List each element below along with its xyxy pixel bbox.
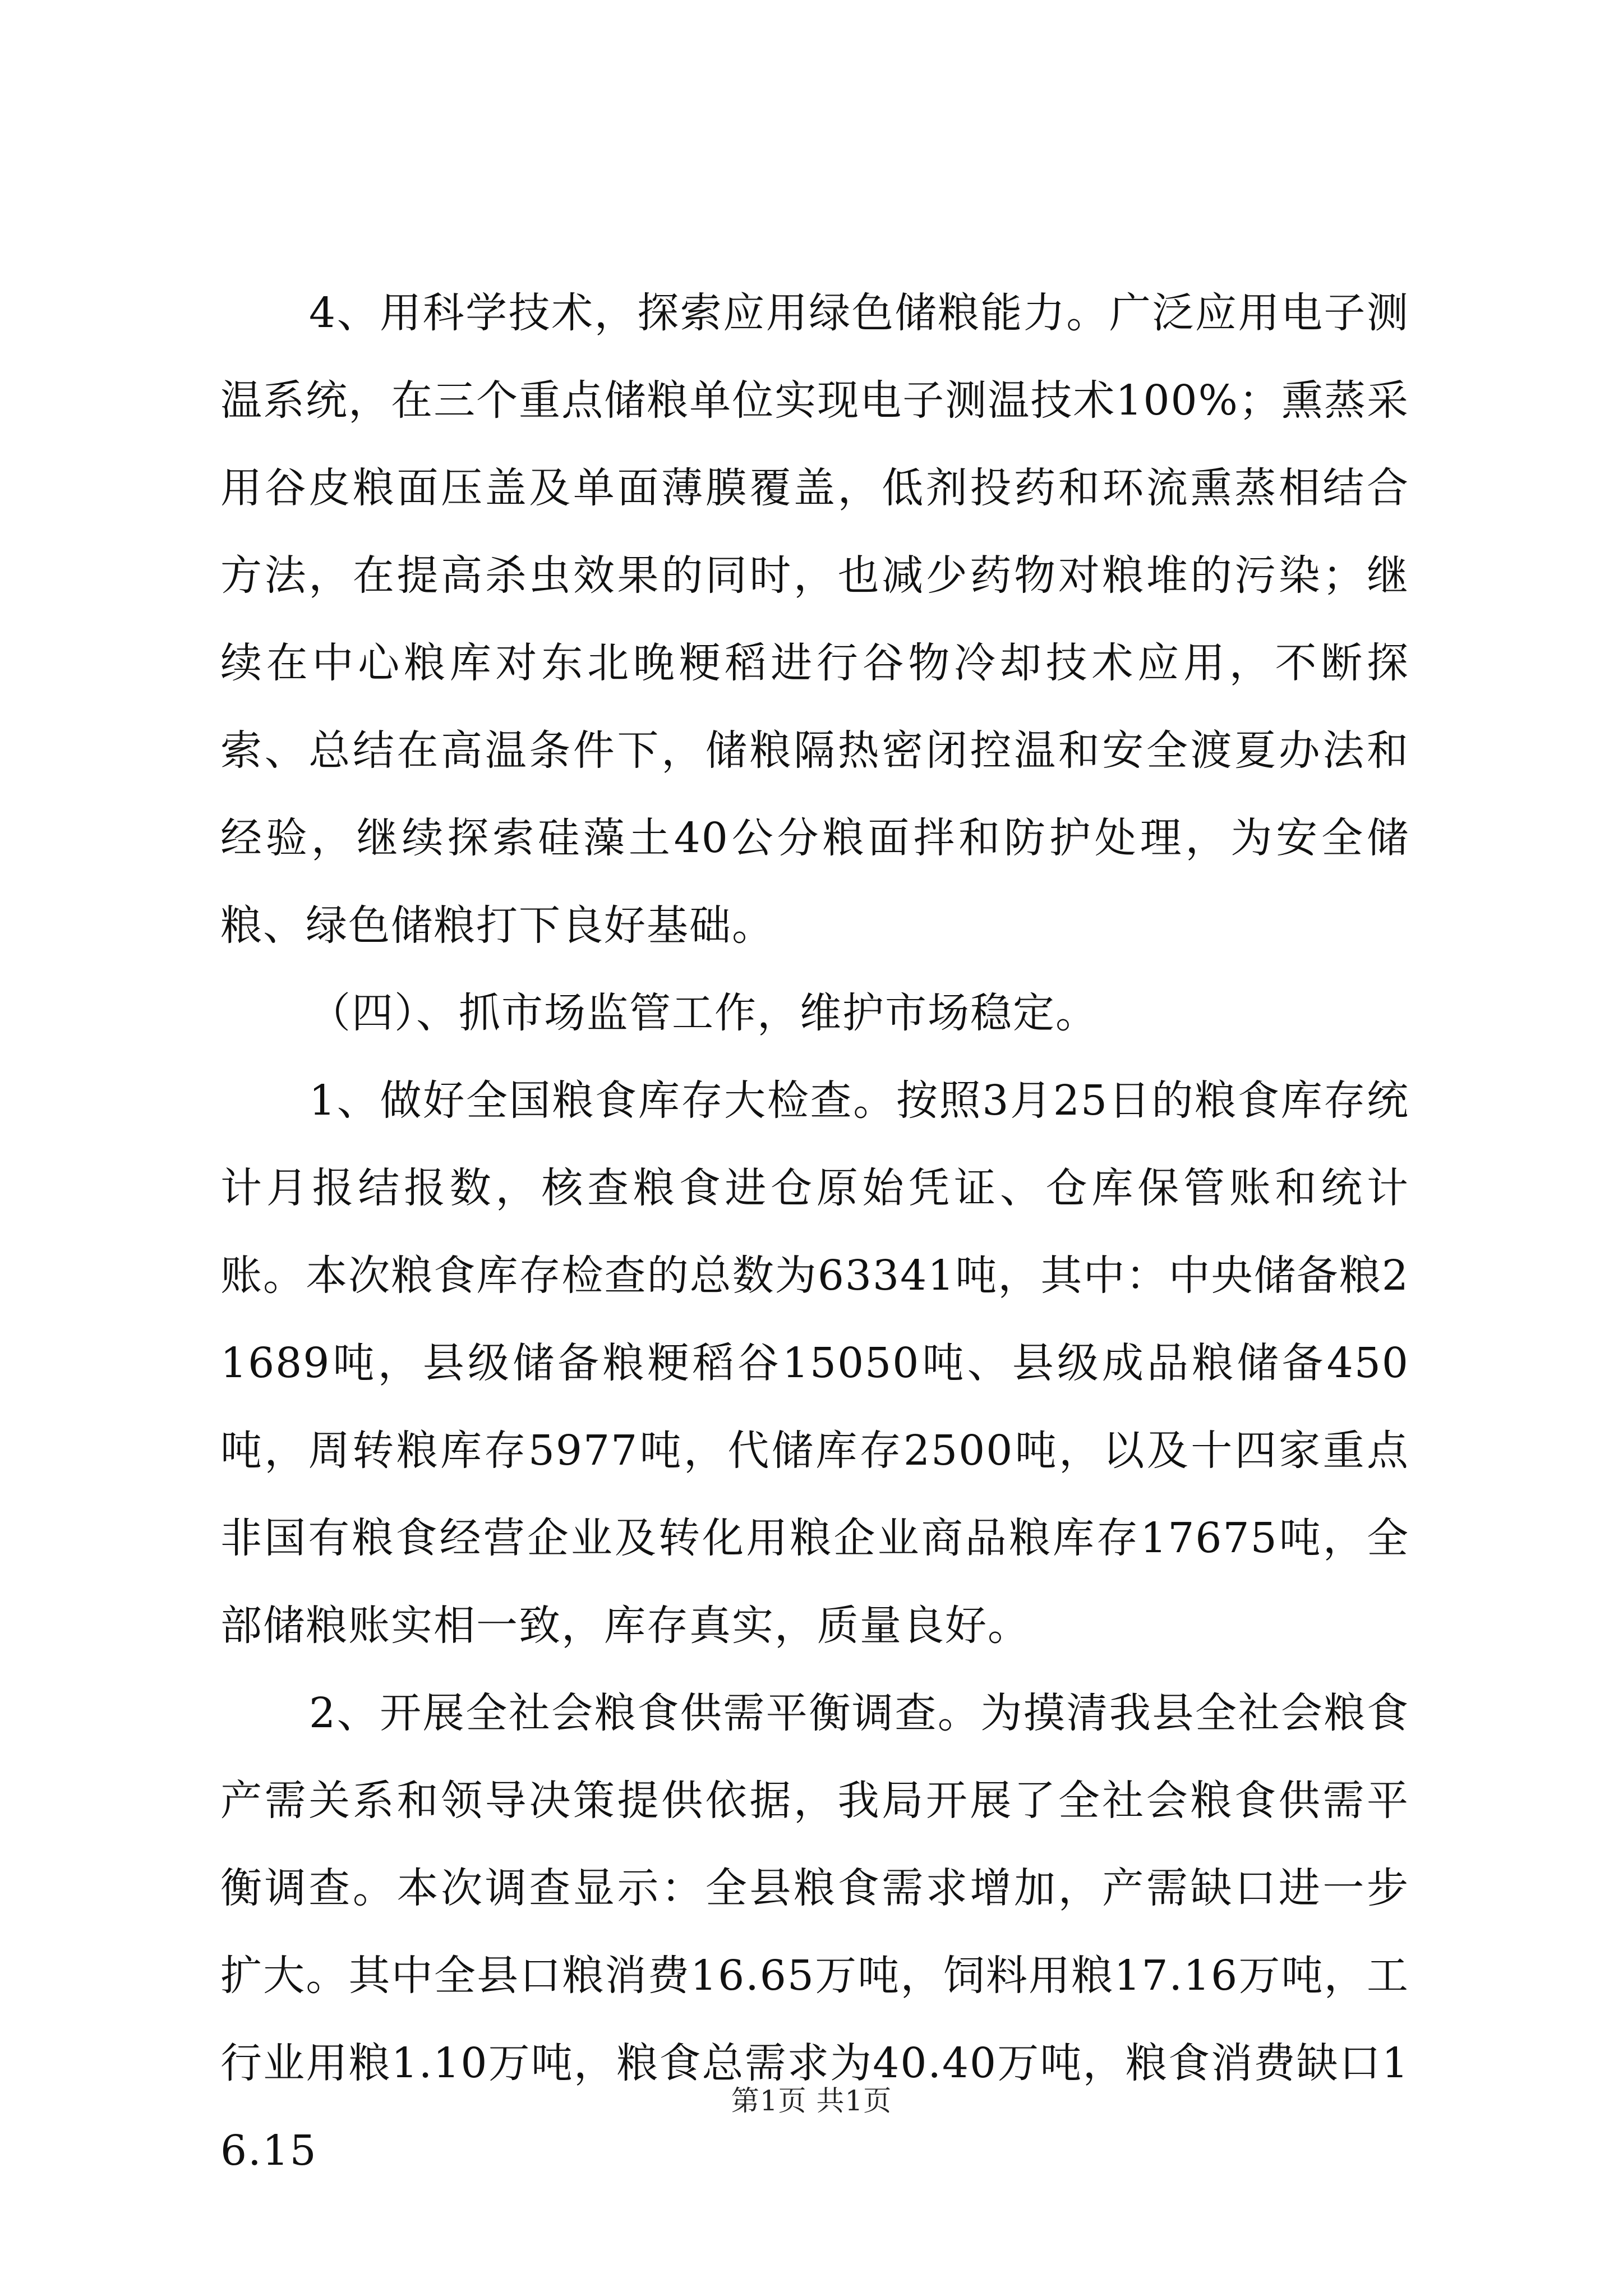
paragraph-green-storage: 4、用科学技术，探索应用绿色储粮能力。广泛应用电子测温系统，在三个重点储粮单位实现电子测温技术100%；熏蒸采用谷皮粮面压盖及单面薄膜覆盖，低剂投药和环流熏蒸相结合方法，在提高杀虫效果的同时，也减少药物对粮堆的污染；继续在中心粮库对东北晚粳稻进行谷物冷却技术应用，不断探索、总结在高温条件下，储粮隔热密闭控温和安全渡夏办法和经验，继续探索硅藻土40公分粮面拌和防护处理，为安全储粮、绿色储粮打下良好基础。 [220,289,1409,950]
section-heading-market-supervision: （四）、抓市场监管工作，维护市场稳定。 [309,989,1098,1037]
paragraph-supply-demand-survey: 2、开展全社会粮食供需平衡调查。为摸清我县全社会粮食产需关系和领导决策提供依据，我局开展了全社会粮食供需平衡调查。本次调查显示：全县粮食需求增加，产需缺口进一步扩大。其中全县口粮消费16.65万吨，饲料用粮17.16万吨，工行业用粮1.10万吨，粮食总需求为40.40万吨，粮食消费缺口16.15 [220,1689,1409,2175]
document-body [220,269,1409,2194]
paragraph-inventory-check: 1、做好全国粮食库存大检查。按照3月25日的粮食库存统计月报结报数，核查粮食进仓原始凭证、仓库保管账和统计账。本次粮食库存检查的总数为63341吨，其中：中央储备粮21689吨，县级储备粮粳稻谷15050吨、县级成品粮储备450吨，周转粮库存5977吨，代储库存2500吨，以及十四家重点非国有粮食经营企业及转化用粮企业商品粮库存17675吨，全部储粮账实相一致，库存真实，质量良好。 [220,1076,1409,1650]
page-footer: 第1页 共1页 [731,2085,892,2117]
